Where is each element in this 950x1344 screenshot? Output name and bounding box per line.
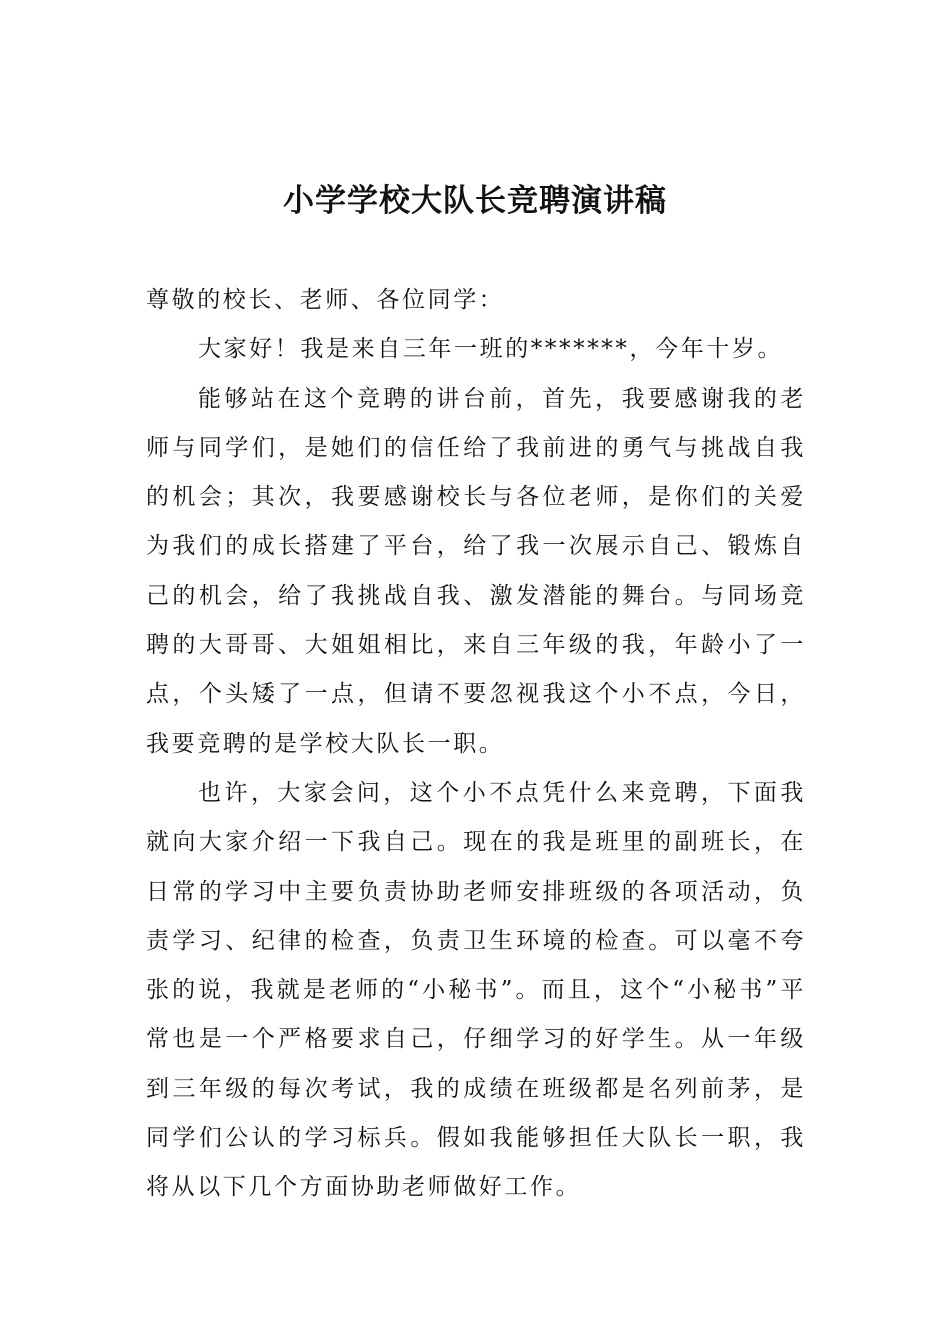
paragraph-greeting: 大家好！我是来自三年一班的*******，今年十岁。 xyxy=(198,336,784,363)
paragraph-thanks: 能够站在这个竞聘的讲台前，首先，我要感谢我的老师与同学们，是她们的信任给了我前进的勇气与挑战自我的机会；其次，我要感谢校长与各位老师，是你们的关爱为我们的成长搭建了平台，给了我一次展示自己、锻炼自己的机会，给了我挑战自我、激发潜能的舞台。与同场竞聘的大哥哥、大姐姐相比，来自三年级的我，年龄小了一点，个头矮了一点，但请不要忽视我这个小不点，今日，我要竞聘的是学校大队长一职。 xyxy=(146,385,806,757)
salutation: 尊敬的校长、老师、各位同学： xyxy=(146,287,505,313)
paragraph-introduction: 也许，大家会问，这个小不点凭什么来竞聘，下面我就向大家介绍一下我自己。现在的我是班里的副班长，在日常的学习中主要负责协助老师安排班级的各项活动，负责学习、纪律的检查，负责卫生环境的检查。可以毫不夸张的说，我就是老师的“小秘书”。而且，这个“小秘书”平常也是一个严格要求自己，仔细学习的好学生。从一年级到三年级的每次考试，我的成绩在班级都是名列前茅，是同学们公认的学习标兵。假如我能够担任大队长一职，我将从以下几个方面协助老师做好工作。 xyxy=(146,779,806,1201)
document-title: 小学学校大队长竞聘演讲稿 xyxy=(283,183,667,219)
document-body xyxy=(146,276,806,1213)
